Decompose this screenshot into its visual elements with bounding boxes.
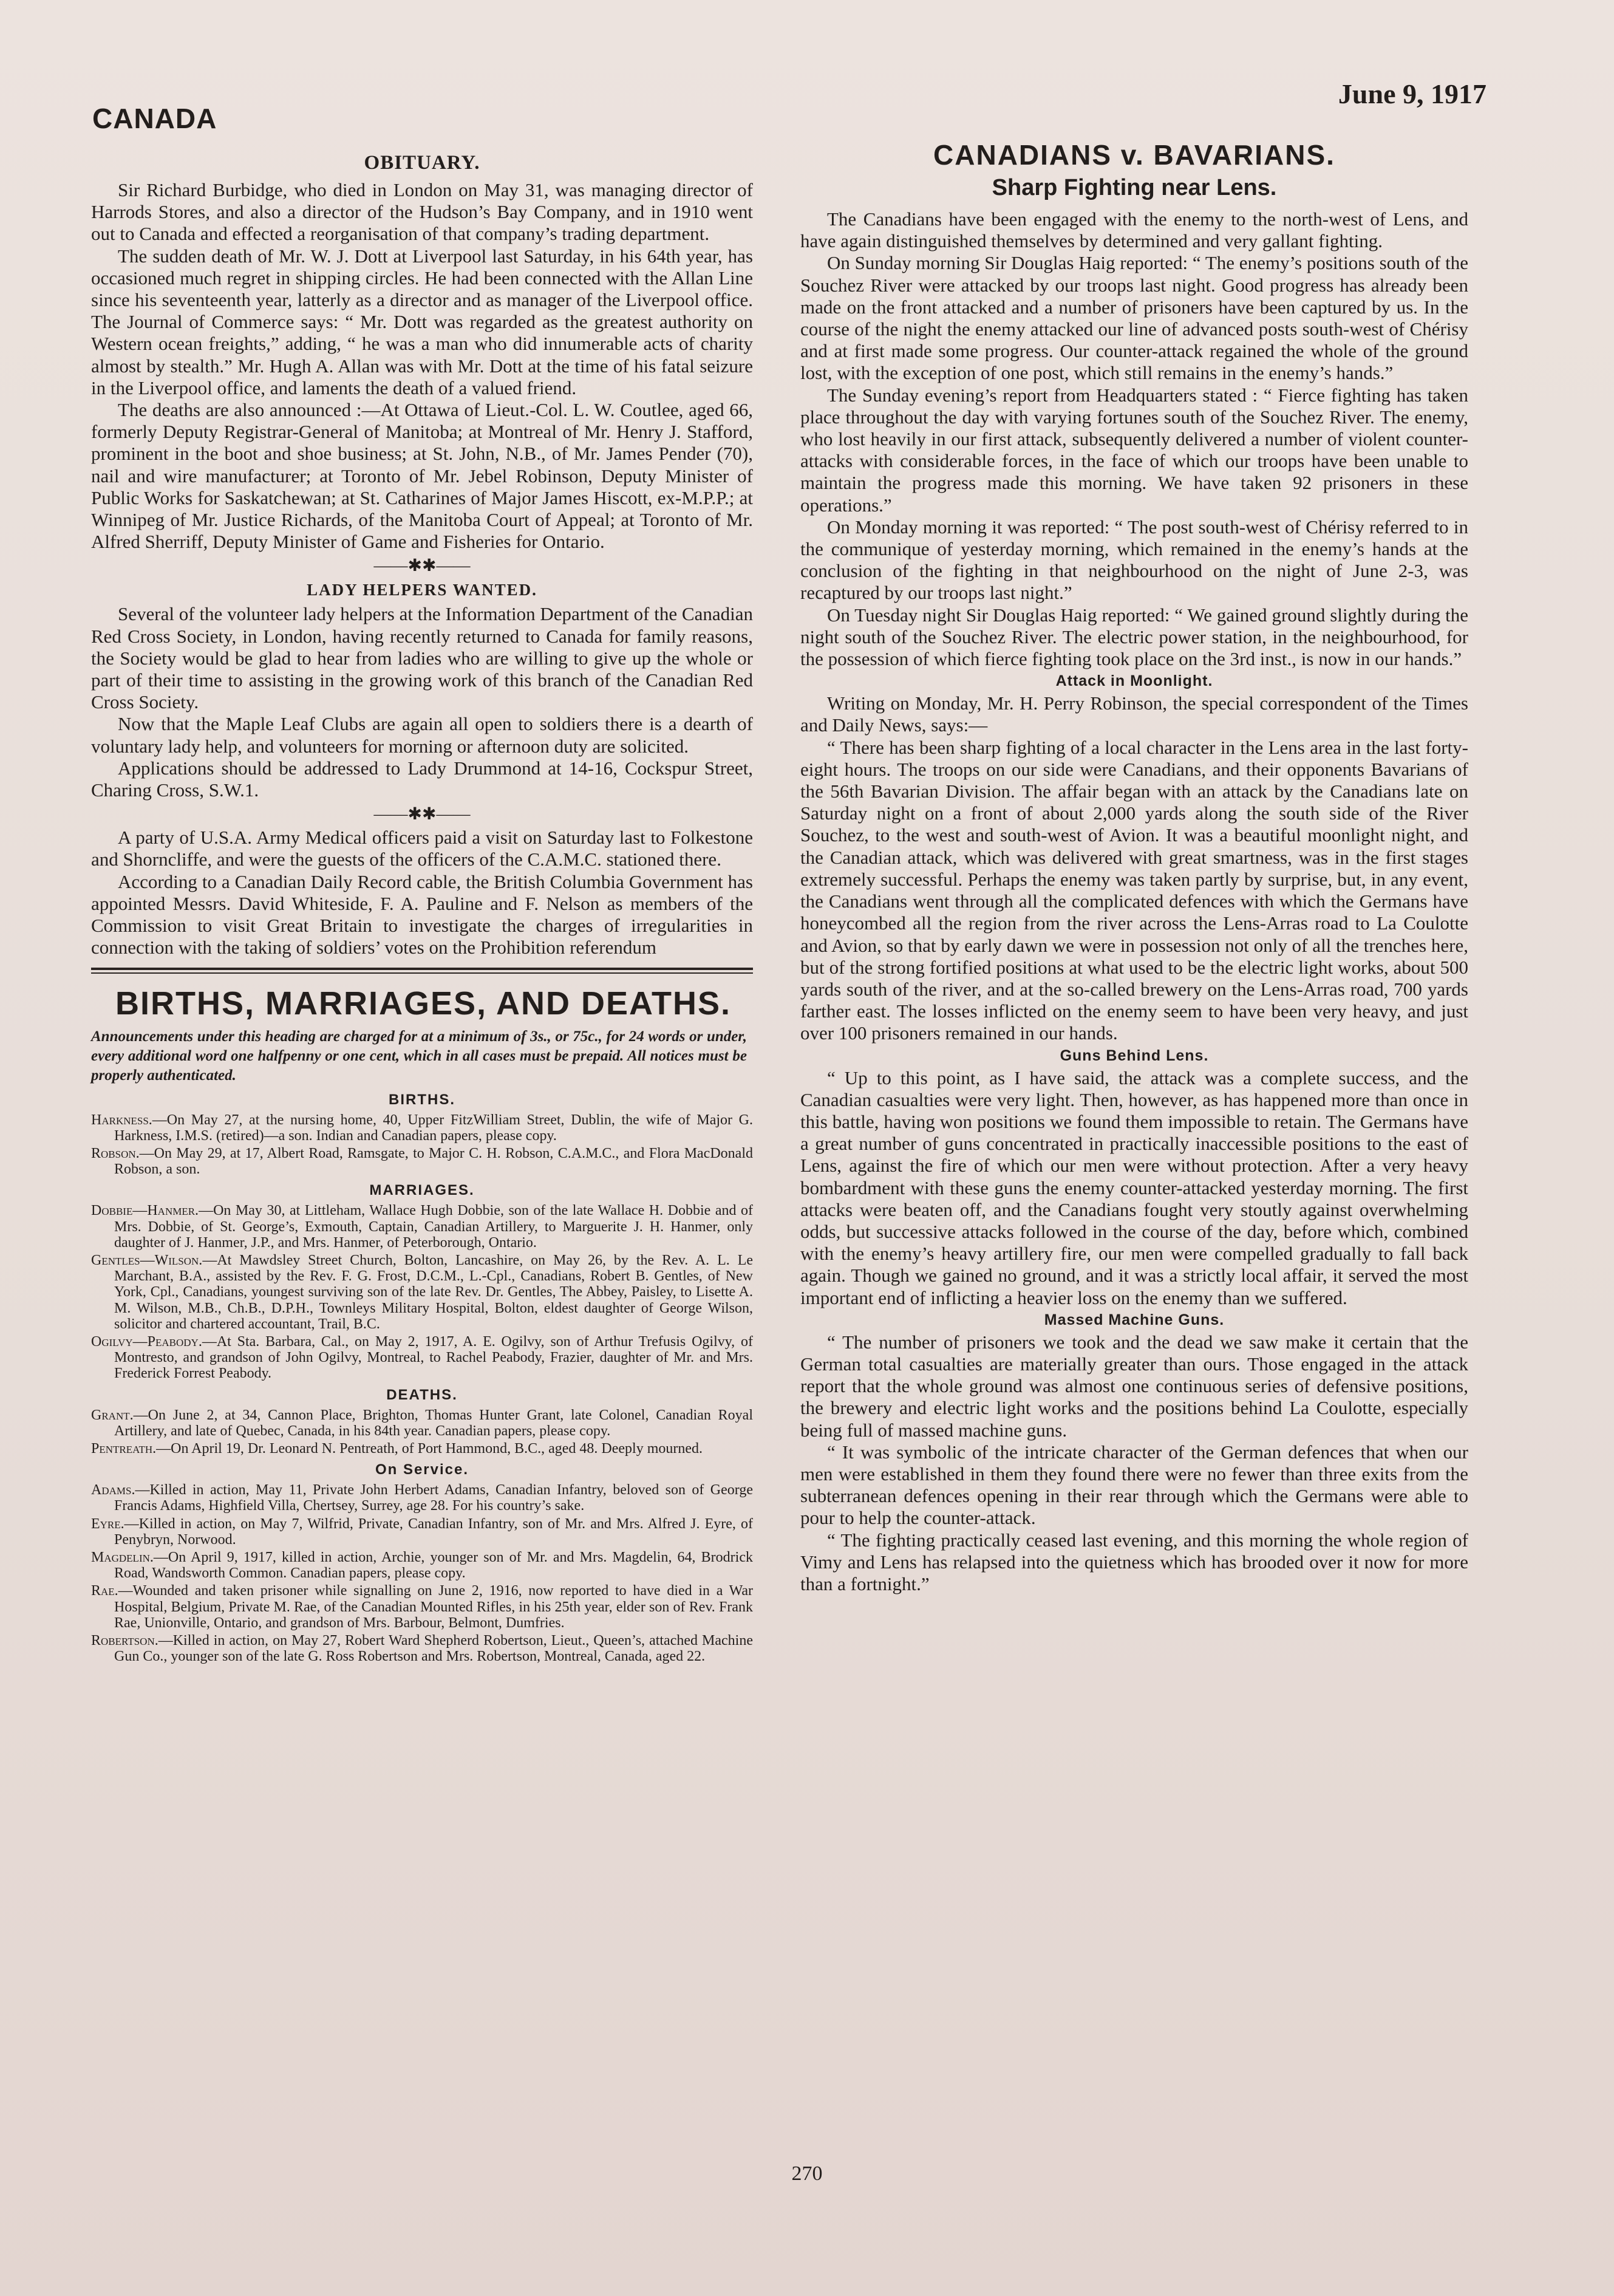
service-notice bbox=[91, 1633, 753, 1664]
notice-text: —At Sta. Barbara, Cal., on May 2, 1917, A. E. Ogilvy, son of Arthur Trefusis Ogilvy, of Montresto, and grandson of John Ogilvy, Montreal, to Rachel Peabody, Frazier, daughter of Mr. and Mrs. Frederick Forrest Peabody. bbox=[114, 1333, 753, 1382]
machine-guns-heading: Massed Machine Guns. bbox=[1044, 1311, 1225, 1328]
notice-text: —At Mawdsley Street Church, Bolton, Lancashire, on May 26, by the Rev. A. L. Le Marchant, B.A., assisted by the Rev. F. G. Frost, D.C.M., L.-Cpl., Canadians, Robert B. Gentles, of New York, Cpl., Canadians, youngest surviving son of the late Rev. Dr. Gentles, The Abbey, Paisley, to Lisette A. M. Wilson, M.B., Ch.B., D.P.H., Townleys Military Hospital, Bolton, eldest daughter of George Wilson, solicitor and chartered accountant, Trail, B.C. bbox=[114, 1252, 753, 1332]
article-paragraph: “ The fighting practically ceased last evening, and this morning the whole region of Vimy and Lens has relapsed into the quietness which has brooded over it now for more than a fortnight.” bbox=[800, 1529, 1468, 1594]
notice-name: Ogilvy—Peabody. bbox=[91, 1333, 202, 1350]
article-paragraph: Writing on Monday, Mr. H. Perry Robinson, the special correspondent of the Times and Daily News, says:— bbox=[800, 692, 1468, 736]
issue-date: June 9, 1917 bbox=[1338, 78, 1486, 109]
marriage-notice bbox=[91, 1252, 753, 1332]
article-paragraph: “ Up to this point, as I have said, the attack was a complete success, and the Canadian casualties were very light. Then, however, as has happened more than once in this battle, having won positions we found them impossible to retain. The Germans have a great number of guns concentrated in practically inaccessible positions to the east of Lens, against the fire of which our men were without protection. After a very heavy bombardment with these guns the enemy counter-attacked yesterday morning. The first attacks were beaten off, and the Canadians fought very stoutly against overwhelming odds, but successive attacks followed in the course of the day, before which, combined with the enemy’s heavy artillery fire, our men were compelled gradually to fall back again. Though we gained no ground, and it was a strictly local affair, it served the most important end of inflicting a heavier loss on the enemy than we suffered. bbox=[800, 1067, 1468, 1308]
notice-text: —On April 19, Dr. Leonard N. Pentreath, of Port Hammond, B.C., aged 48. Deeply mourned. bbox=[156, 1440, 703, 1457]
notice-name: Gentles—Wilson. bbox=[91, 1252, 203, 1268]
notice-text: —Killed in action, on May 27, Robert Ward Shepherd Robertson, Lieut., Queen’s, attached Machine Gun Co., younger son of the late G. Ross Robertson and Mrs. Robertson, Montreal, Canada, aged 22. bbox=[114, 1632, 753, 1665]
notice-name: Magdelin. bbox=[91, 1549, 154, 1565]
article-title: CANADIANS v. BAVARIANS. bbox=[933, 139, 1335, 171]
obituary-title: OBITUARY. bbox=[364, 152, 480, 174]
lady-helpers-title: LADY HELPERS WANTED. bbox=[307, 581, 537, 600]
section-ornament: ——✱✱—— bbox=[373, 805, 471, 824]
left-column bbox=[91, 146, 753, 1666]
obituary-paragraph: The sudden death of Mr. W. J. Dott at Liverpool last Saturday, in his 64th year, has occasioned much regret in shipping circles. He had been connected with the Allan Line since his seventeenth year, latterly as a director and as manager of the Liverpool office. The Journal of Commerce says: “ Mr. Dott was regarded as the greatest authority on Western ocean freights,” adding, “ he was a man who did innumerable acts of charity almost by stealth.” Mr. Hugh A. Allan was with Mr. Dott at the time of his fatal seizure in the Liverpool office, and laments the death of a valued friend. bbox=[91, 245, 753, 398]
misc-paragraph: A party of U.S.A. Army Medical officers paid a visit on Saturday last to Folkestone and Shorncliffe, and were the guests of the officers of the C.A.M.C. stationed there. bbox=[91, 827, 753, 870]
notice-text: —On June 2, at 34, Cannon Place, Brighton, Thomas Hunter Grant, late Colonel, Canadian Royal Artillery, and late of Quebec, Canada, in his 84th year. Canadian papers, please copy. bbox=[114, 1407, 753, 1439]
marriage-notice bbox=[91, 1334, 753, 1382]
notice-name: Rae. bbox=[91, 1583, 118, 1599]
notice-name: Harkness. bbox=[91, 1112, 152, 1128]
double-rule-divider bbox=[91, 968, 753, 974]
notice-name: Dobbie—Hanmer. bbox=[91, 1203, 199, 1219]
notice-text: —On May 29, at 17, Albert Road, Ramsgate, to Major C. H. Robson, C.A.M.C., and Flora MacDonald Robson, a son. bbox=[114, 1145, 753, 1178]
notice-name: Adams. bbox=[91, 1482, 135, 1498]
notice-name: Pentreath. bbox=[91, 1440, 157, 1457]
notice-text: —Killed in action, May 11, Private John Herbert Adams, Canadian Infantry, beloved son of George Francis Adams, Highfield Villa, Chertsey, Surrey, age 28. For his country’s sake. bbox=[114, 1482, 753, 1514]
on-service-heading: On Service. bbox=[375, 1461, 469, 1478]
lady-helpers-paragraph: Several of the volunteer lady helpers at the Information Department of the Canadian Red Cross Society, in London, having recently returned to Canada for family reasons, the Society would be glad to hear from ladies who are willing to give up the whole or part of their time to assisting in the growing work of this branch of the Canadian Red Cross Society. bbox=[91, 603, 753, 713]
obituary-paragraph: Sir Richard Burbidge, who died in London on May 31, was managing director of Harrods Stores, and also a director of the Hudson’s Bay Company, and in 1910 went out to Canada and effected a reorganisation of that company’s trading department. bbox=[91, 179, 753, 245]
notice-name: Grant. bbox=[91, 1407, 134, 1423]
marriage-notice bbox=[91, 1203, 753, 1251]
article-paragraph: The Sunday evening’s report from Headquarters stated : “ Fierce fighting has taken place throughout the day with varying fortunes south of the Souchez River. The enemy, who lost heavily in our first attack, subsequently delivered a number of violent counter-attacks with considerable forces, in the face of which our troops have been unable to maintain the progress made this morning. We have taken 92 prisoners in these operations.” bbox=[800, 384, 1468, 516]
guns-heading: Guns Behind Lens. bbox=[1060, 1047, 1209, 1064]
deaths-heading: DEATHS. bbox=[386, 1386, 458, 1403]
notice-text: —On May 30, at Littleham, Wallace Hugh Dobbie, son of the late Wallace H. Dobbie and of Mrs. Dobbie, of St. George’s, Exmouth, Captain, Canadian Artillery, to Marguerite J. H. Hanmer, only daughter of J. Hanmer, J.P., and Mrs. Hanmer, of Peterborough, Ontario. bbox=[114, 1203, 753, 1251]
service-notice bbox=[91, 1549, 753, 1581]
misc-paragraph: According to a Canadian Daily Record cable, the British Columbia Government has appointed Messrs. David Whiteside, F. A. Pauline and F. Nelson as members of the Commission to visit Great Britain to investigate the charges of irregularities in connection with the taking of soldiers’ votes on the Prohibition referendum bbox=[91, 870, 753, 958]
moonlight-heading: Attack in Moonlight. bbox=[1055, 672, 1213, 690]
article-subtitle: Sharp Fighting near Lens. bbox=[992, 175, 1277, 200]
service-notice bbox=[91, 1583, 753, 1631]
notice-name: Robertson. bbox=[91, 1632, 158, 1649]
birth-notice bbox=[91, 1112, 753, 1144]
service-notice bbox=[91, 1482, 753, 1514]
article-paragraph: “ There has been sharp fighting of a local character in the Lens area in the last forty-eight hours. The troops on our side were Canadians, and their opponents Bavarians of the 56th Bavarian Division. The affair began with an attack by the Canadians late on Saturday night on a front of about 2,000 yards along the south side of the River Souchez, to the west and south-west of Avion. It was a beautiful moonlight night, and the Canadian attack, which was delivered with great smartness, was in the first stages extremely successful. Perhaps the enemy was taken partly by surprise, but, in any event, the Canadians went through all the complicated defences with which the Germans have honeycombed all the region from the river across the Lens-Arras road to La Coulotte and Avion, so that by early dawn we were in possession not only of all the trenches here, but of the strong fortified positions at what used to be the electric light works, about 500 yards south of the river, and at the so-called brewery on the Lens-Arras road, 700 yards farther east. The losses inflicted on the enemy seem to have been very heavy, and just over 100 prisoners remained in our hands. bbox=[800, 736, 1468, 1044]
birth-notice bbox=[91, 1146, 753, 1177]
article-paragraph: “ The number of prisoners we took and the dead we saw make it certain that the German total casualties are materially greater than ours. Those engaged in the attack report that the whole ground was almost one continuous series of defensive positions, the brewery and electric light works and the positions behind La Coulotte, especially being full of massed machine guns. bbox=[800, 1331, 1468, 1441]
article-paragraph: On Sunday morning Sir Douglas Haig reported: “ The enemy’s positions south of the Souchez River were attacked by our troops last night. Good progress has already been made on the front attacked and a number of prisoners have been captured by us. In the course of the night the enemy attacked our line of advanced posts south-west of Chérisy and at first made some progress. Our counter-attack regained the whole of the ground lost, with the exception of one post, which still remains in the enemy’s hands.” bbox=[800, 252, 1468, 384]
section-ornament: ——✱✱—— bbox=[373, 556, 471, 576]
notice-text: —On May 27, at the nursing home, 40, Upper FitzWilliam Street, Dublin, the wife of Major G. Harkness, I.M.S. (retired)—a son. Indian and Canadian papers, please copy. bbox=[114, 1112, 753, 1144]
section-heading: CANADA bbox=[92, 103, 217, 134]
marriages-heading: MARRIAGES. bbox=[369, 1182, 475, 1199]
death-notice bbox=[91, 1407, 753, 1439]
death-notice bbox=[91, 1441, 753, 1457]
bmd-notice-terms: Announcements under this heading are charged for at a minimum of 3s., or 75c., for 24 words or under, every additional word one halfpenny or one cent, which in all cases must be prepaid. All notices must be properly authenticated. bbox=[91, 1028, 747, 1084]
obituary-paragraph: The deaths are also announced :—At Ottawa of Lieut.-Col. L. W. Coutlee, aged 66, formerly Deputy Registrar-General of Manitoba; at Montreal of Mr. Henry J. Stafford, prominent in the boot and shoe business; at St. John, N.B., of Mr. James Pender (70), nail and wire manufacturer; at Toronto of Mr. Jebel Robinson, Deputy Minister of Public Works for Saskatchewan; at St. Catharines of Major James Hiscott, ex-M.P.P.; at Winnipeg of Mr. Justice Richards, of the Manitoba Court of Appeal; at Toronto of Mr. Alfred Sherriff, Deputy Minister of Game and Fisheries for Ontario. bbox=[91, 399, 753, 553]
service-notice bbox=[91, 1516, 753, 1548]
births-heading: BIRTHS. bbox=[389, 1091, 455, 1108]
article-paragraph: On Monday morning it was reported: “ The post south-west of Chérisy referred to in the communique of yesterday morning, which remained in the enemy’s hands at the conclusion of the fighting in that neighbourhood on the night of June 2-3, was recaptured by our troops last night.” bbox=[800, 516, 1468, 604]
article-paragraph: The Canadians have been engaged with the enemy to the north-west of Lens, and have again distinguished themselves by determined and very gallant fighting. bbox=[800, 208, 1468, 252]
notice-text: —Killed in action, on May 7, Wilfrid, Private, Canadian Infantry, son of Mr. and Mrs. Alfred J. Eyre, of Penybryn, Norwood. bbox=[114, 1515, 753, 1548]
notice-name: Eyre. bbox=[91, 1515, 124, 1532]
lady-helpers-paragraph: Applications should be addressed to Lady Drummond at 14-16, Cockspur Street, Charing Cross, S.W.1. bbox=[91, 757, 753, 801]
right-column bbox=[800, 139, 1468, 1595]
lady-helpers-paragraph: Now that the Maple Leaf Clubs are again all open to soldiers there is a dearth of voluntary lady help, and volunteers for morning or afternoon duty are solicited. bbox=[91, 713, 753, 757]
bmd-title: BIRTHS, MARRIAGES, AND DEATHS. bbox=[115, 985, 732, 1022]
article-paragraph: “ It was symbolic of the intricate character of the German defences that when our men were established in them they found there were no fewer than three exits from the subterranean defences opening in their rear through which the Germans were able to pour to help the counter-attack. bbox=[800, 1441, 1468, 1529]
article-paragraph: On Tuesday night Sir Douglas Haig reported: “ We gained ground slightly during the night south of the Souchez River. The electric power station, in the neighbourhood, for the possession of which fierce fighting took place on the 3rd inst., is now in our hands.” bbox=[800, 604, 1468, 670]
page-number: 270 bbox=[791, 2162, 823, 2185]
notice-text: —On April 9, 1917, killed in action, Archie, younger son of Mr. and Mrs. Magdelin, 64, Brodrick Road, Wandsworth Common. Canadian papers, please copy. bbox=[114, 1549, 753, 1582]
notice-text: —Wounded and taken prisoner while signalling on June 2, 1916, now reported to have died in a War Hospital, Belgium, Private M. Rae, of the Canadian Mounted Rifles, in his 25th year, elder son of Rev. Frank Rae, Unionville, Ontario, and grandson of Mrs. Barbour, Belmont, Dumfries. bbox=[114, 1583, 753, 1631]
notice-name: Robson. bbox=[91, 1145, 140, 1161]
